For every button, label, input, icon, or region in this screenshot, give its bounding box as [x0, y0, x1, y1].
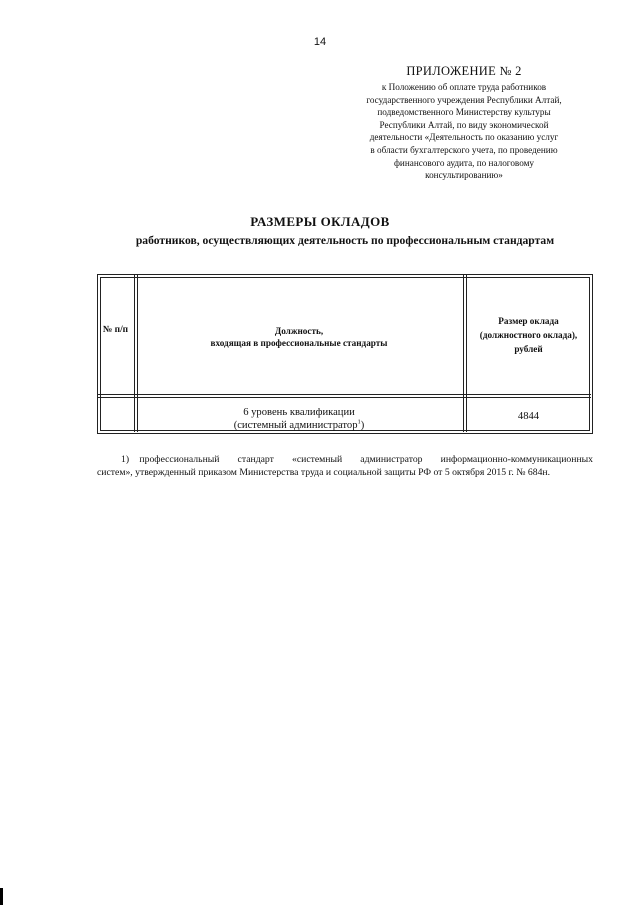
heading-subtitle: работников, осуществляющих деятельность по профессиональным стандартам	[135, 234, 555, 247]
header-salary-line: Размер оклада	[498, 316, 559, 326]
header-number: № п/п	[102, 325, 129, 335]
header-position-line: входящая в профессиональные стандарты	[210, 338, 388, 348]
appendix-title: ПРИЛОЖЕНИЕ № 2	[406, 64, 522, 78]
appendix-line: к Положению об оплате труда работников	[381, 82, 547, 92]
document-heading	[0, 214, 640, 247]
position-qualification: 6 уровень квалификации	[243, 407, 355, 418]
heading-title: РАЗМЕРЫ ОКЛАДОВ	[250, 214, 390, 229]
appendix-line: финансового аудита, по налоговому	[393, 157, 535, 168]
position-title-end: )	[360, 420, 365, 431]
appendix-block	[338, 64, 590, 182]
footnote-ref: 1	[357, 418, 361, 426]
appendix-line: подведомственного Министерству культуры	[377, 107, 551, 118]
table-row-position	[135, 406, 463, 432]
row-divider	[97, 394, 591, 398]
position-title-text: (системный администратор	[233, 420, 358, 431]
appendix-line: в области бухгалтерского учета, по проведению	[370, 144, 558, 155]
header-position	[135, 325, 463, 349]
header-salary-line: (должностного оклада),	[479, 330, 578, 340]
appendix-line: Республики Алтай, по виду экономической	[379, 119, 549, 130]
page-number: 14	[313, 36, 327, 48]
appendix-line: государственного учреждения Республики Алтай,	[366, 94, 562, 105]
appendix-line: консультированию»	[425, 170, 503, 181]
appendix-line: деятельности «Деятельность по оказанию услуг	[369, 132, 559, 143]
header-position-line: Должность,	[274, 326, 324, 336]
footnote: 1) профессиональный стандарт «системный администратор информационно-коммуникационных систем», утвержденный приказом Министерства труда и социальной защиты РФ от 5 октября 2015 г. № 684н.	[97, 454, 593, 479]
table-row-salary: 4844	[517, 411, 540, 422]
position-title	[135, 419, 463, 432]
scan-edge-mark	[0, 888, 3, 905]
header-salary-line: рублей	[514, 344, 543, 354]
salary-table	[97, 274, 593, 434]
header-salary	[464, 314, 593, 356]
